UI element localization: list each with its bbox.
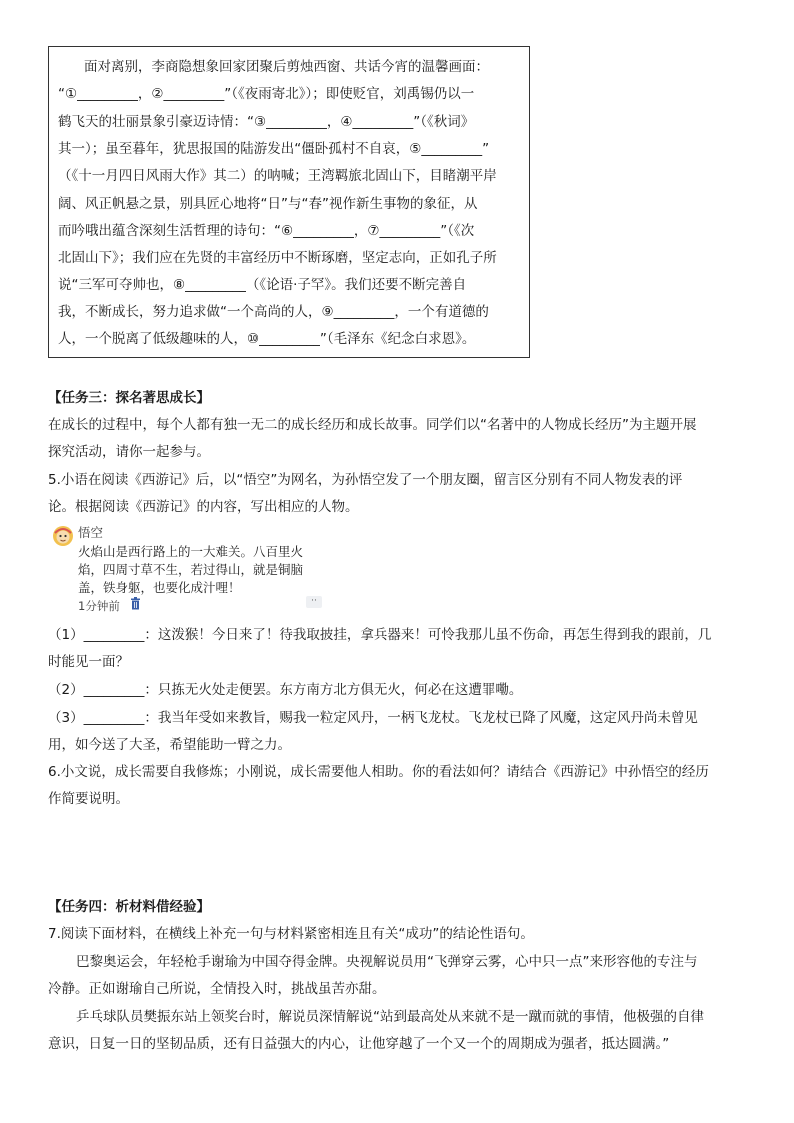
box-line: 而吟哦出蕴含深刻生活哲理的诗句：“⑥_________，⑦_________”（《次	[58, 223, 475, 239]
answer-line: （1）_________：这泼猴！今日来了！待我取披挂，拿兵器来！可怜我那儿虽不伤命，再怎生得到我的跟前，几	[48, 627, 712, 643]
box-line: 其一）；虽至暮年，犹思报国的陆游发出“僵卧孤村不自哀，⑤_________”	[58, 141, 490, 157]
section-heading: 【任务三：探名著思成长】	[48, 390, 210, 406]
paragraph-line: 意识，日复一日的坚韧品质，还有日益强大的内心，让他穿越了一个又一个的周期成为强者，抵达圆满。”	[48, 1036, 670, 1052]
paragraph-line: 冷静。正如谢瑜自己所说，全情投入时，挑战虽苦亦甜。	[48, 981, 386, 997]
trash-icon[interactable]	[130, 597, 141, 610]
question-line: 论。根据阅读《西游记》的内容，写出相应的人物。	[48, 499, 359, 515]
poster-name: 悟空	[78, 525, 104, 540]
answer-line: （3）_________：我当年受如来教旨，赐我一粒定风丹，一柄飞龙杖。飞龙杖已降了风魔，这定风丹尚未曾见	[48, 710, 698, 726]
box-line: 说“三军可夺帅也，⑧_________（《论语·子罕》。我们还要不断完善自	[58, 277, 467, 293]
box-line: 人，一个脱离了低级趣味的人，⑩_________”（毛泽东《纪念白求恩》。	[58, 331, 476, 347]
post-text-line: 火焰山是西行路上的一大难关。八百里火	[78, 544, 304, 559]
box-line: 鹤飞天的壮丽景象引豪迈诗情：“③_________，④_________”（《秋词》	[58, 114, 475, 130]
question-line: 6.小文说，成长需要自我修炼；小刚说，成长需要他人相助。你的看法如何？请结合《西游记》中孙悟空的经历	[48, 764, 709, 780]
answer-line: 用，如今送了大圣，希望能助一臂之力。	[48, 737, 291, 753]
answer-line: 时能见一面？	[48, 654, 129, 670]
box-line: 阔、风正帆悬之景，别具匠心地将“日”与“春”视作新生事物的象征，从	[58, 196, 478, 212]
question-line: 5.小语在阅读《西游记》后，以“悟空”为网名，为孙悟空发了一个朋友圈，留言区分别有不同人物发表的评	[48, 472, 683, 488]
box-line: 面对离别，李商隐想象回家团聚后剪烛西窗、共话今宵的温馨画面：	[84, 59, 489, 75]
answer-line: （2）_________：只拣无火处走便罢。东方南方北方俱无火，何必在这遭罪嘞。	[48, 682, 523, 698]
box-line: 北固山下》；我们应在先贤的丰富经历中不断琢磨，坚定志向，正如孔子所	[58, 250, 497, 266]
question-line: 7.阅读下面材料，在横线上补充一句与材料紧密相连且有关“成功”的结论性语句。	[48, 926, 534, 942]
monkey-avatar-icon	[52, 525, 74, 547]
paragraph-line: 在成长的过程中，每个人都有独一无二的成长经历和成长故事。同学们以“名著中的人物成长经历”为主题开展	[48, 417, 697, 433]
box-line: （《十一月四日风雨大作》其二）的呐喊；王湾羁旅北固山下，目睹潮平岸	[58, 168, 497, 184]
paragraph-line: 乒乓球队员樊振东站上领奖台时，解说员深情解说“站到最高处从来就不是一蹴而就的事情，他极强的自律	[76, 1009, 704, 1025]
paragraph-line: 探究活动，请你一起参与。	[48, 444, 210, 460]
question-line: 作简要说明。	[48, 791, 129, 807]
post-text-line: 盖，铁身躯，也要化成汁哩！	[78, 580, 241, 595]
post-text-line: 焰，四周寸草不生，若过得山，就是铜脑	[78, 562, 304, 577]
post-time: 1分钟前	[78, 599, 120, 613]
box-line: 我，不断成长，努力追求做“一个高尚的人，⑨_________，一个有道德的	[58, 304, 489, 320]
section-heading: 【任务四：析材料借经验】	[48, 899, 210, 915]
more-options-button[interactable]: ··	[306, 596, 322, 608]
box-line: “①_________，②_________”（《夜雨寄北》）；即使贬官，刘禹锡仍以一	[58, 86, 475, 102]
moments-post	[48, 521, 338, 613]
paragraph-line: 巴黎奥运会，年轻枪手谢瑜为中国夺得金牌。央视解说员用“飞弹穿云雾，心中只一点”来形容他的专注与	[76, 954, 698, 970]
